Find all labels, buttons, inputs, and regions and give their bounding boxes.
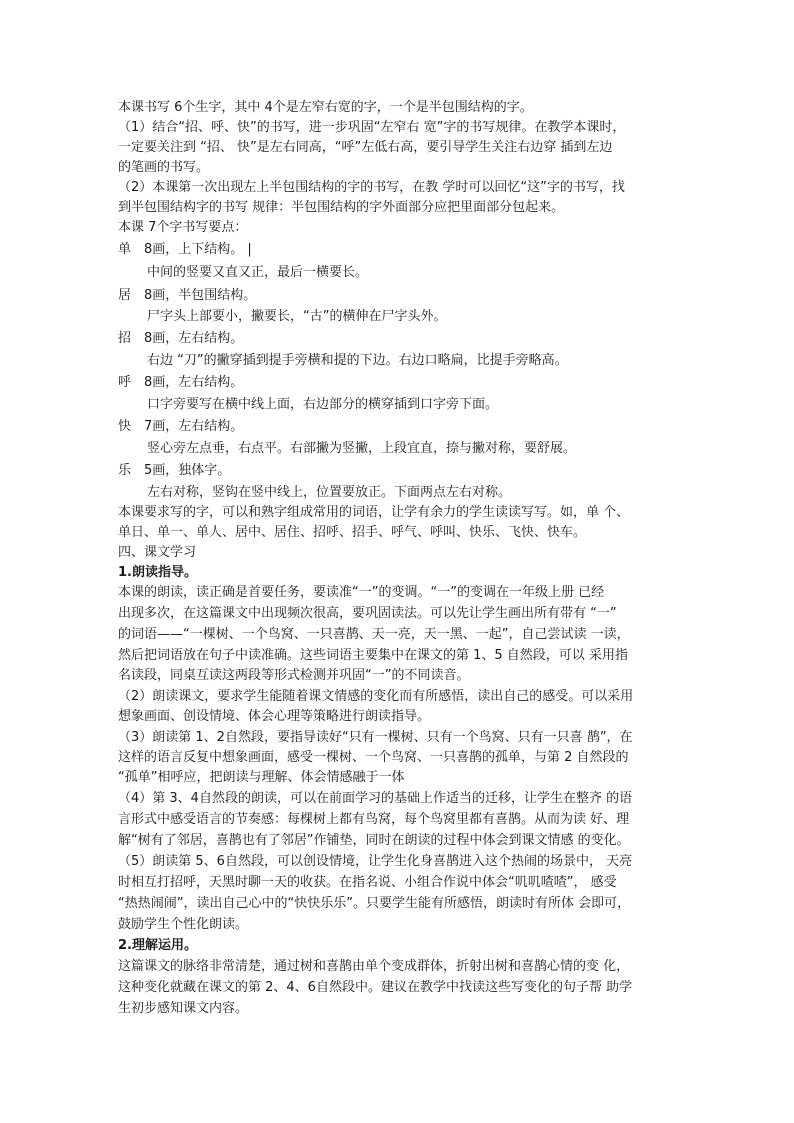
text-line: 然后把词语放在句子中读准确。这些词语主要集中在课文的第 1、5 自然段，可以 采用指 [118, 648, 628, 663]
text-line: 想象画面、创设情境、体会心理等策略进行朗读指导。 [118, 709, 431, 724]
char-heading-ju: 居 8画，半包围结构。 [118, 288, 257, 303]
text-line: 一定要关注到 “招、 快”是左右同高，“呼”左低右高，要引导学生关注右边穿 插到左边 [118, 140, 613, 155]
char-note-hu: 口字旁要写在横中线上面，右边部分的横穿插到口字旁下面。 [147, 397, 499, 412]
text-line: 鼓励学生个性化朗读。 [118, 917, 249, 932]
char-heading-zhao: 招 8画，左右结构。 [118, 331, 244, 346]
char-heading-hu: 呼 8画，左右结构。 [118, 375, 244, 390]
section-heading: 四、课文学习 [118, 545, 197, 560]
text-line: 本课书写 6个生字，其中 4个是左窄右宽的字，一个是半包围结构的字。 [118, 100, 533, 115]
char-heading-le: 乐 5画，独体字。 [118, 463, 231, 478]
text-line: 言形式中感受语言的节奏感：每棵树上都有鸟窝，每个鸟窝里都有喜鹊。从而为读 好、理 [118, 812, 630, 827]
text-line: （5）朗读第 5、6自然段，可以创设情境，让学生化身喜鹊进入这个热闹的场景中， 天亮 [118, 854, 633, 869]
text-line: （3）朗读第 1、2自然段，要指导读好“只有一棵树、只有一个鸟窝、只有一只喜 鹊”，在 [118, 730, 633, 745]
text-line: （2）本课第一次出现左上半包围结构的字的书写，在教 学时可以回忆“这”字的书写，找 [118, 180, 625, 195]
char-note-dan: 中间的竖要又直又正，最后一横要长。 [147, 265, 369, 280]
text-line: “热热闹闹”，读出自己心中的“快快乐乐”。只要学生能有所感悟，朗读时有所体 会即可， [118, 896, 631, 911]
text-line: 的词语——“一棵树、一个鸟窝、一只喜鹊、天一亮，天一黑、一起”，自己尝试读 一读， [118, 627, 630, 642]
char-note-le: 左右对称，竖钩在竖中线上，位置要放正。下面两点左右对称。 [147, 485, 512, 500]
text-line: 本课要求写的字，可以和熟字组成常用的词语，让学有余力的学生读读写写。如，单 个、 [118, 505, 630, 520]
text-line: 这篇课文的脉络非常清楚，通过树和喜鹊由单个变成群体，折射出树和喜鹊心情的变 化， [118, 959, 630, 974]
subsection-heading: 2.理解运用。 [118, 938, 197, 953]
text-line: （4）第 3、4自然段的朗读，可以在前面学习的基础上作适当的迁移，让学生在整齐 的语 [118, 791, 633, 806]
text-line: 时相互打招呼，天黑时聊一天的收获。在指名说、小组合作说中体会“叽叽喳喳”， 感受 [118, 875, 617, 890]
text-line: “孤单”相呼应，把朗读与理解、体会情感融于一体 [118, 770, 405, 785]
text-line: 到半包围结构字的书写 规律：半包围结构的字外面部分应把里面部分包起来。 [118, 200, 565, 215]
text-line: 名读段，同桌互读这两段等形式检测并巩固“一”的不同读音。 [118, 668, 470, 683]
text-line: 出现多次，在这篇课文中出现频次很高，要巩固读法。可以先让学生画出所有带有 “一” [118, 606, 617, 621]
text-line: 本课的朗读，读正确是首要任务，要读准“一”的变调。“一”的变调在一年级上册 已经 [118, 585, 605, 600]
text-line: 单日、单一、单人、居中、居住、招呼、招手、呼气、呼叫、快乐、飞快、快车。 [118, 525, 587, 540]
text-line: 这样的语言反复中想象画面，感受一棵树、一个鸟窝、一只喜鹊的孤单，与第 2 自然段的 [118, 750, 629, 765]
text-line: 生初步感知课文内容。 [118, 1001, 249, 1016]
text-line: 这种变化就藏在课文的第 2、4、6自然段中。建议在教学中找读这些写变化的句子帮 助学 [118, 980, 633, 995]
text-line: （1）结合“招、呼、快”的书写，进一步巩固“左窄右 宽”字的书写规律。在教学本课时， [118, 120, 626, 135]
char-note-zhao: 右边 “刀”的撇穿插到提手旁横和提的下边。右边口略扁，比提手旁略高。 [147, 353, 568, 368]
char-note-ju: 尸字头上部要小，撇要长，“古”的横伸在尸字头外。 [147, 309, 447, 324]
char-note-kuai: 竖心旁左点垂，右点平。右部撇为竖撇，上段宜直，捺与撇对称，要舒展。 [147, 441, 577, 456]
text-line: （2）朗读课文，要求学生能随着课文情感的变化而有所感悟，读出自己的感受。可以采用 [118, 689, 634, 704]
char-heading-dan: 单 8画，上下结构。 | [118, 242, 252, 257]
char-heading-kuai: 快 7画，左右结构。 [118, 419, 244, 434]
text-line: 的笔画的书写。 [118, 160, 210, 175]
text-line: 本课 7个字书写要点： [118, 220, 248, 235]
subsection-heading: 1.朗读指导。 [118, 565, 197, 580]
text-line: 解“树有了邻居，喜鹊也有了邻居”作铺垫，同时在朗读的过程中体会到课文情感 的变化。 [118, 833, 630, 848]
